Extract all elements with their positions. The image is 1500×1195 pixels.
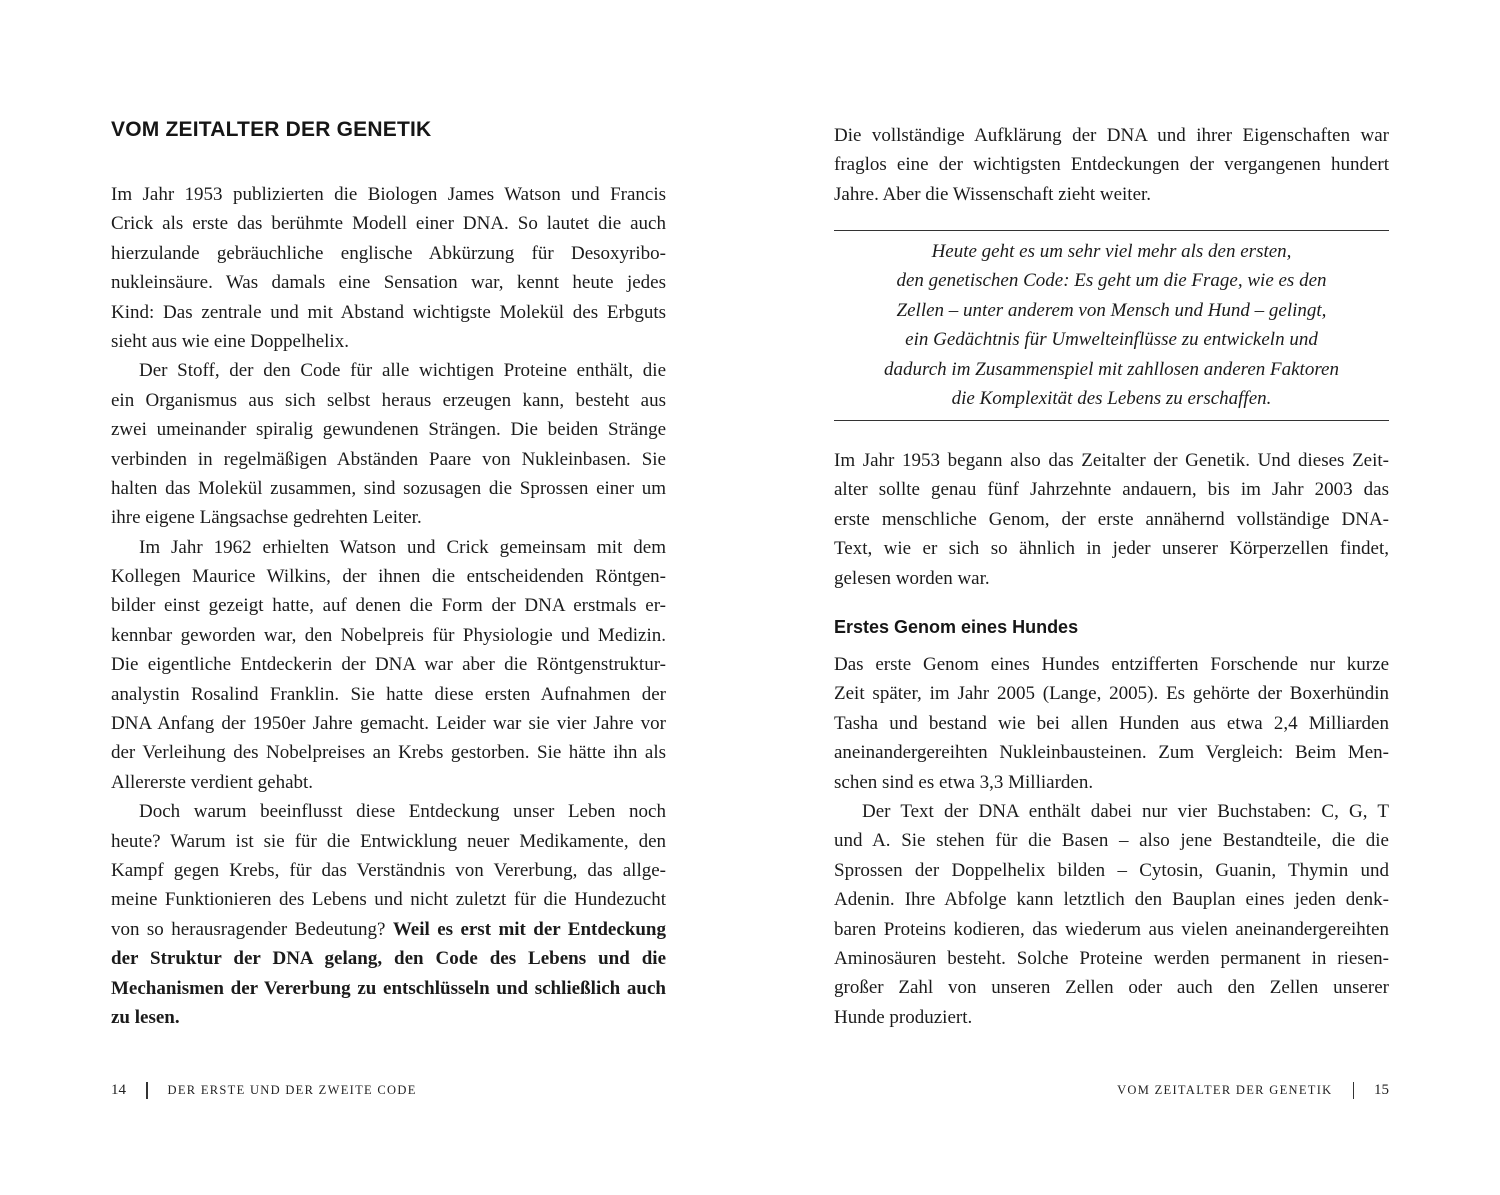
- text-line: Die eigentliche Entdeckerin der DNA war aber die Röntgenstruktur-: [111, 654, 666, 676]
- page-footer: [1117, 1082, 1389, 1099]
- text-line: alter sollte genau fünf Jahrzehnte andauern, bis im Jahr 2003 das: [834, 479, 1389, 501]
- text-line: Sprossen der Doppelhelix bilden – Cytosin, Guanin, Thymin und: [834, 859, 1389, 881]
- running-head: VOM ZEITALTER DER GENETIK: [1117, 1083, 1333, 1097]
- text-line: und A. Sie stehen für die Basen – also jene Bestandteile, die die: [834, 830, 1389, 852]
- emphasized-text-line: Mechanismen der Vererbung zu entschlüsseln und schließlich auch: [111, 977, 666, 999]
- mixed-text-line: [111, 915, 666, 944]
- text-line: Der Stoff, der den Code für alle wichtigen Proteine enthält, die: [139, 360, 666, 382]
- text-line: Kampf gegen Krebs, für das Verständnis von Vererbung, das allge-: [111, 859, 666, 881]
- text-line: zwei umeinander spiralig gewundenen Strängen. Die beiden Stränge: [111, 419, 666, 441]
- emphasized-text-line: der Struktur der DNA gelang, den Code des Lebens und die: [111, 948, 666, 970]
- text-line: Zeit später, im Jahr 2005 (Lange, 2005). Es gehörte der Boxerhündin: [834, 683, 1389, 705]
- text-line: heute? Warum ist sie für die Entwicklung neuer Medikamente, den: [111, 830, 666, 852]
- text-line: Jahre. Aber die Wissenschaft zieht weiter.: [834, 183, 1152, 205]
- text-line: Hunde produziert.: [834, 1006, 973, 1028]
- quote-line: die Komplexität des Lebens zu erschaffen.: [951, 387, 1272, 409]
- text-line: ihre eigene Längsachse gedrehten Leiter.: [111, 507, 422, 529]
- text-line: schen sind es etwa 3,3 Milliarden.: [834, 771, 1094, 793]
- emphasized-text-line: zu lesen.: [111, 1006, 180, 1028]
- text-line: erste menschliche Genom, der erste annähernd vollständige DNA-: [834, 508, 1389, 530]
- text-line: fraglos eine der wichtigsten Entdeckungen der vergangenen hundert: [834, 154, 1389, 176]
- text-line: halten das Molekül zusammen, sind sozusagen die Sprossen einer um: [111, 477, 666, 499]
- text-line: Der Text der DNA enthält dabei nur vier Buchstaben: C, G, T: [862, 800, 1389, 822]
- text-line: analystin Rosalind Franklin. Sie hatte diese ersten Aufnahmen der: [111, 683, 666, 705]
- footer-divider: [146, 1082, 148, 1099]
- text-line: sieht aus wie eine Doppelhelix.: [111, 330, 349, 352]
- text-line: Kollegen Maurice Wilkins, der ihnen die entscheidenden Röntgen-: [111, 566, 666, 588]
- text-line: Aminosäuren besteht. Solche Proteine werden permanent in riesen-: [834, 947, 1389, 969]
- text-line: meine Funktionieren des Lebens und nicht zuletzt für die Hundezucht: [111, 889, 666, 911]
- paragraph: [834, 446, 1389, 593]
- quote-line: Zellen – unter anderem von Mensch und Hund – gelingt,: [896, 299, 1327, 321]
- text-line: baren Proteins kodieren, das wiederum aus vielen aneinandergereihten: [834, 918, 1389, 940]
- text-line: Im Jahr 1953 publizierten die Biologen James Watson und Francis: [111, 184, 666, 205]
- text-line: großer Zahl von unseren Zellen oder auch den Zellen unserer: [834, 977, 1389, 999]
- text-line: Im Jahr 1953 begann also das Zeitalter der Genetik. Und dieses Zeit-: [834, 450, 1389, 471]
- text-line: Text, wie er sich so ähnlich in jeder unserer Körperzellen findet,: [834, 538, 1389, 560]
- text-line: Doch warum beeinflusst diese Entdeckung unser Leben noch: [139, 801, 666, 823]
- text-line: aneinandergereihten Nukleinbausteinen. Zum Vergleich: Beim Men-: [834, 742, 1389, 764]
- text-line: DNA Anfang der 1950er Jahre gemacht. Leider war sie vier Jahre vor: [111, 713, 666, 735]
- text-line: Die vollständige Aufklärung der DNA und ihrer Eigenschaften war: [834, 125, 1389, 146]
- text-line: hierzulande gebräuchliche englische Abkürzung für Desoxyribo-: [111, 242, 666, 264]
- emphasized-text-segment: Weil es erst mit der Entdeckung: [392, 918, 666, 940]
- paragraph: [834, 650, 1389, 1032]
- text-line: Kind: Das zentrale und mit Abstand wichtigste Molekül des Erbguts: [111, 301, 666, 323]
- text-line: verbinden in regelmäßigen Abständen Paare von Nukleinbasen. Sie: [111, 448, 666, 470]
- text-line: ein Organismus aus sich selbst heraus erzeugen kann, besteht aus: [111, 389, 666, 411]
- text-line: der Verleihung des Nobelpreises an Krebs gestorben. Sie hätte ihn als: [111, 742, 666, 764]
- running-head: DER ERSTE UND DER ZWEITE CODE: [167, 1083, 417, 1097]
- text-line: bilder einst gezeigt hatte, auf denen die Form der DNA erstmals er-: [111, 595, 666, 617]
- paragraph: [111, 180, 666, 1032]
- text-line: Adenin. Ihre Abfolge kann letztlich den Bauplan eines jeden denk-: [834, 889, 1389, 911]
- text-line: Im Jahr 1962 erhielten Watson und Crick gemeinsam mit dem: [139, 536, 666, 558]
- section-subheading: Erstes Genom eines Hundes: [834, 617, 1079, 637]
- text-line: gelesen worden war.: [834, 567, 990, 589]
- pull-quote-bottom-rule: [834, 420, 1389, 421]
- quote-line: Heute geht es um sehr viel mehr als den ersten,: [931, 241, 1292, 262]
- text-line: Allererste verdient gehabt.: [111, 771, 314, 793]
- right-page: [834, 0, 1389, 1195]
- left-page: [111, 0, 666, 1195]
- page-number: 15: [1374, 1082, 1389, 1098]
- quote-line: ein Gedächtnis für Umwelteinflüsse zu entwickeln und: [905, 329, 1318, 351]
- text-line: Crick als erste das berühmte Modell einer DNA. So lautet die auch: [111, 213, 666, 235]
- text-line: nukleinsäure. Was damals eine Sensation war, kennt heute jedes: [111, 272, 666, 294]
- intro-paragraph: [834, 121, 1389, 209]
- pull-quote: [834, 230, 1389, 421]
- text-segment: von so herausragender Bedeutung?: [111, 918, 393, 940]
- quote-line: dadurch im Zusammenspiel mit zahllosen anderen Faktoren: [884, 358, 1339, 380]
- text-line: Das erste Genom eines Hundes entzifferten Forschende nur kurze: [834, 654, 1389, 675]
- page-footer: [111, 1082, 417, 1099]
- page-number: 14: [111, 1082, 126, 1098]
- text-line: kennbar geworden war, den Nobelpreis für Physiologie und Medizin.: [111, 624, 666, 646]
- chapter-heading: VOM ZEITALTER DER GENETIK: [111, 118, 432, 141]
- footer-divider: [1353, 1082, 1355, 1099]
- quote-line: den genetischen Code: Es geht um die Frage, wie es den: [896, 270, 1327, 292]
- text-line: Tasha und bestand wie bei allen Hunden aus etwa 2,4 Milliarden: [834, 712, 1389, 734]
